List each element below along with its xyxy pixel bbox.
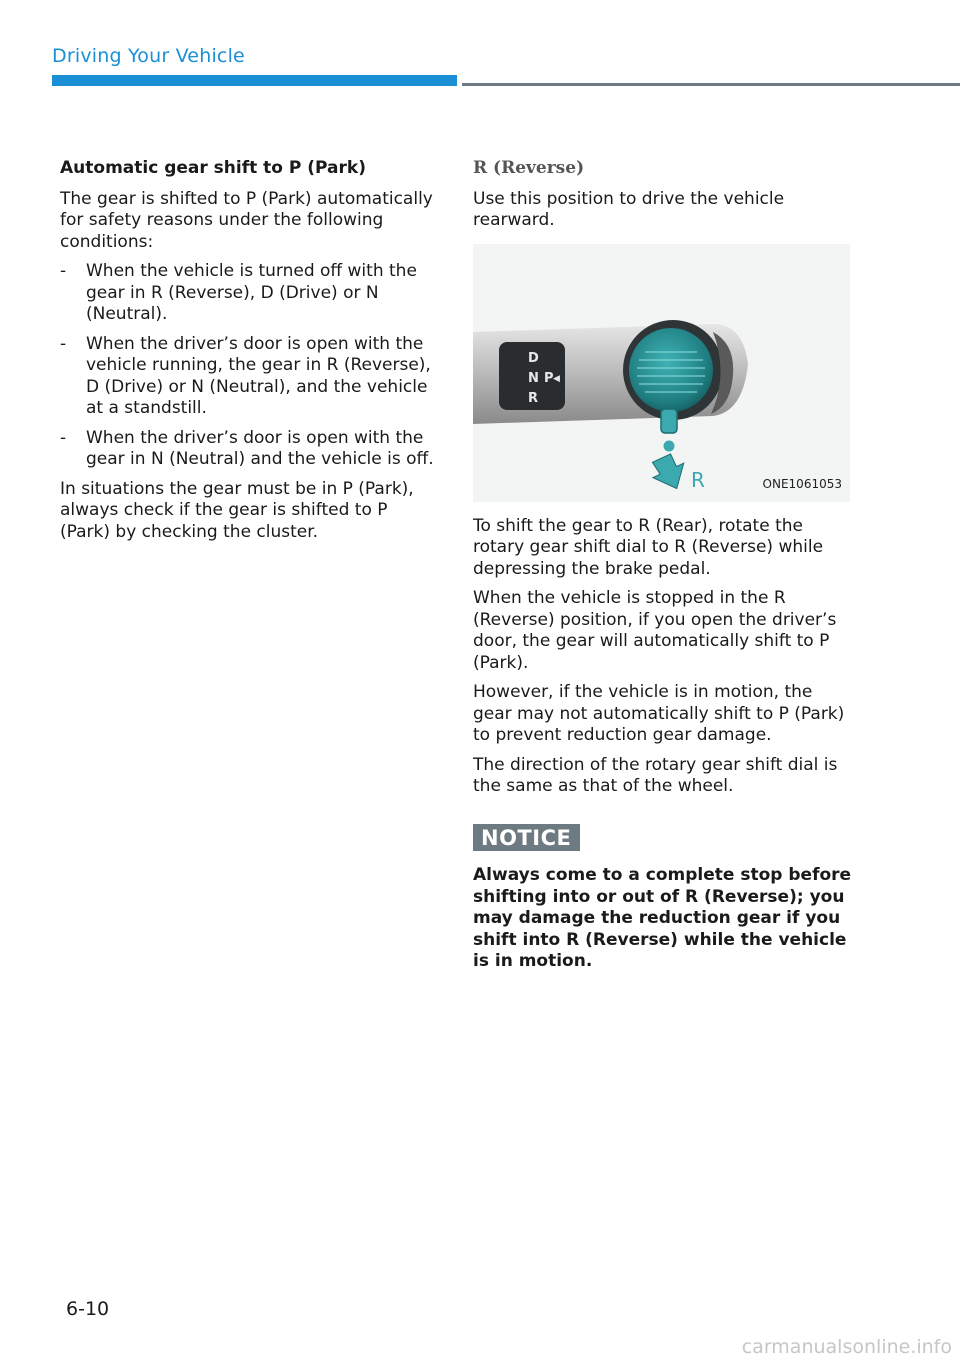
gear-dial-illustration <box>473 244 850 502</box>
reverse-paragraph: To shift the gear to R (Rear), rotate the rotary gear shift dial to R (Reverse) while depressing the brake pedal. <box>473 515 824 579</box>
gear-dial-figure <box>473 244 850 502</box>
indicator-letter-r: R <box>528 390 539 406</box>
dash-bullet: - <box>60 427 67 448</box>
condition-text: When the driver’s door is open with the vehicle running, the gear in R (Reverse), D (Drive) or N (Neutral), and the vehicle at a standstill. <box>86 333 431 418</box>
header-rule <box>462 83 960 86</box>
watermark: carmanualsonline.info <box>741 1336 952 1358</box>
reverse-intro: Use this position to drive the vehicle rearward. <box>473 188 785 230</box>
list-item <box>60 428 440 471</box>
header-accent-bar <box>52 75 457 86</box>
auto-park-heading: Automatic gear shift to P (Park) <box>60 158 366 178</box>
indicator-arrow-icon: ◀ <box>553 373 560 384</box>
dash-bullet: - <box>60 261 67 281</box>
auto-park-closing: In situations the gear must be in P (Park), always check if the gear is shifted to P (Park) by checking the cluster. <box>60 478 414 542</box>
left-column <box>60 158 440 551</box>
list-item <box>60 261 440 326</box>
direction-bar <box>661 409 677 433</box>
auto-park-intro: The gear is shifted to P (Park) automatically for safety reasons under the following conditions: <box>60 188 433 252</box>
reverse-paragraph: When the vehicle is stopped in the R (Reverse) position, if you open the driver’s door, the gear will automatically shift to P (Park). <box>473 588 837 673</box>
right-column <box>473 158 853 973</box>
rotary-dial <box>629 328 713 412</box>
indicator-letter-p: P <box>544 370 554 386</box>
direction-arrow-icon <box>647 450 692 495</box>
condition-text: When the vehicle is turned off with the gear in R (Reverse), D (Drive) or N (Neutral). <box>86 261 417 324</box>
dash-bullet: - <box>60 333 67 354</box>
reverse-paragraph: However, if the vehicle is in motion, the gear may not automatically shift to P (Park) to prevent reduction gear damage. <box>473 682 845 745</box>
indicator-letter-n: N <box>528 370 539 386</box>
notice-text: Always come to a complete stop before shifting into or out of R (Reverse); you may damage the reduction gear if you shift into R (Reverse) while the vehicle is in motion. <box>473 865 852 971</box>
figure-code: ONE1061053 <box>762 477 842 491</box>
section-title: Driving Your Vehicle <box>52 45 245 67</box>
list-item <box>60 334 440 420</box>
notice-badge: NOTICE <box>473 824 580 852</box>
reverse-paragraph: The direction of the rotary gear shift dial is the same as that of the wheel. <box>473 754 838 796</box>
indicator-letter-d: D <box>528 350 539 366</box>
reverse-heading: R (Reverse) <box>473 158 585 178</box>
direction-label: R <box>691 467 705 492</box>
conditions-list <box>60 261 440 471</box>
direction-dot <box>664 440 675 451</box>
page-number: 6-10 <box>66 1298 110 1320</box>
condition-text: When the driver’s door is open with the gear in N (Neutral) and the vehicle is off. <box>86 427 434 469</box>
